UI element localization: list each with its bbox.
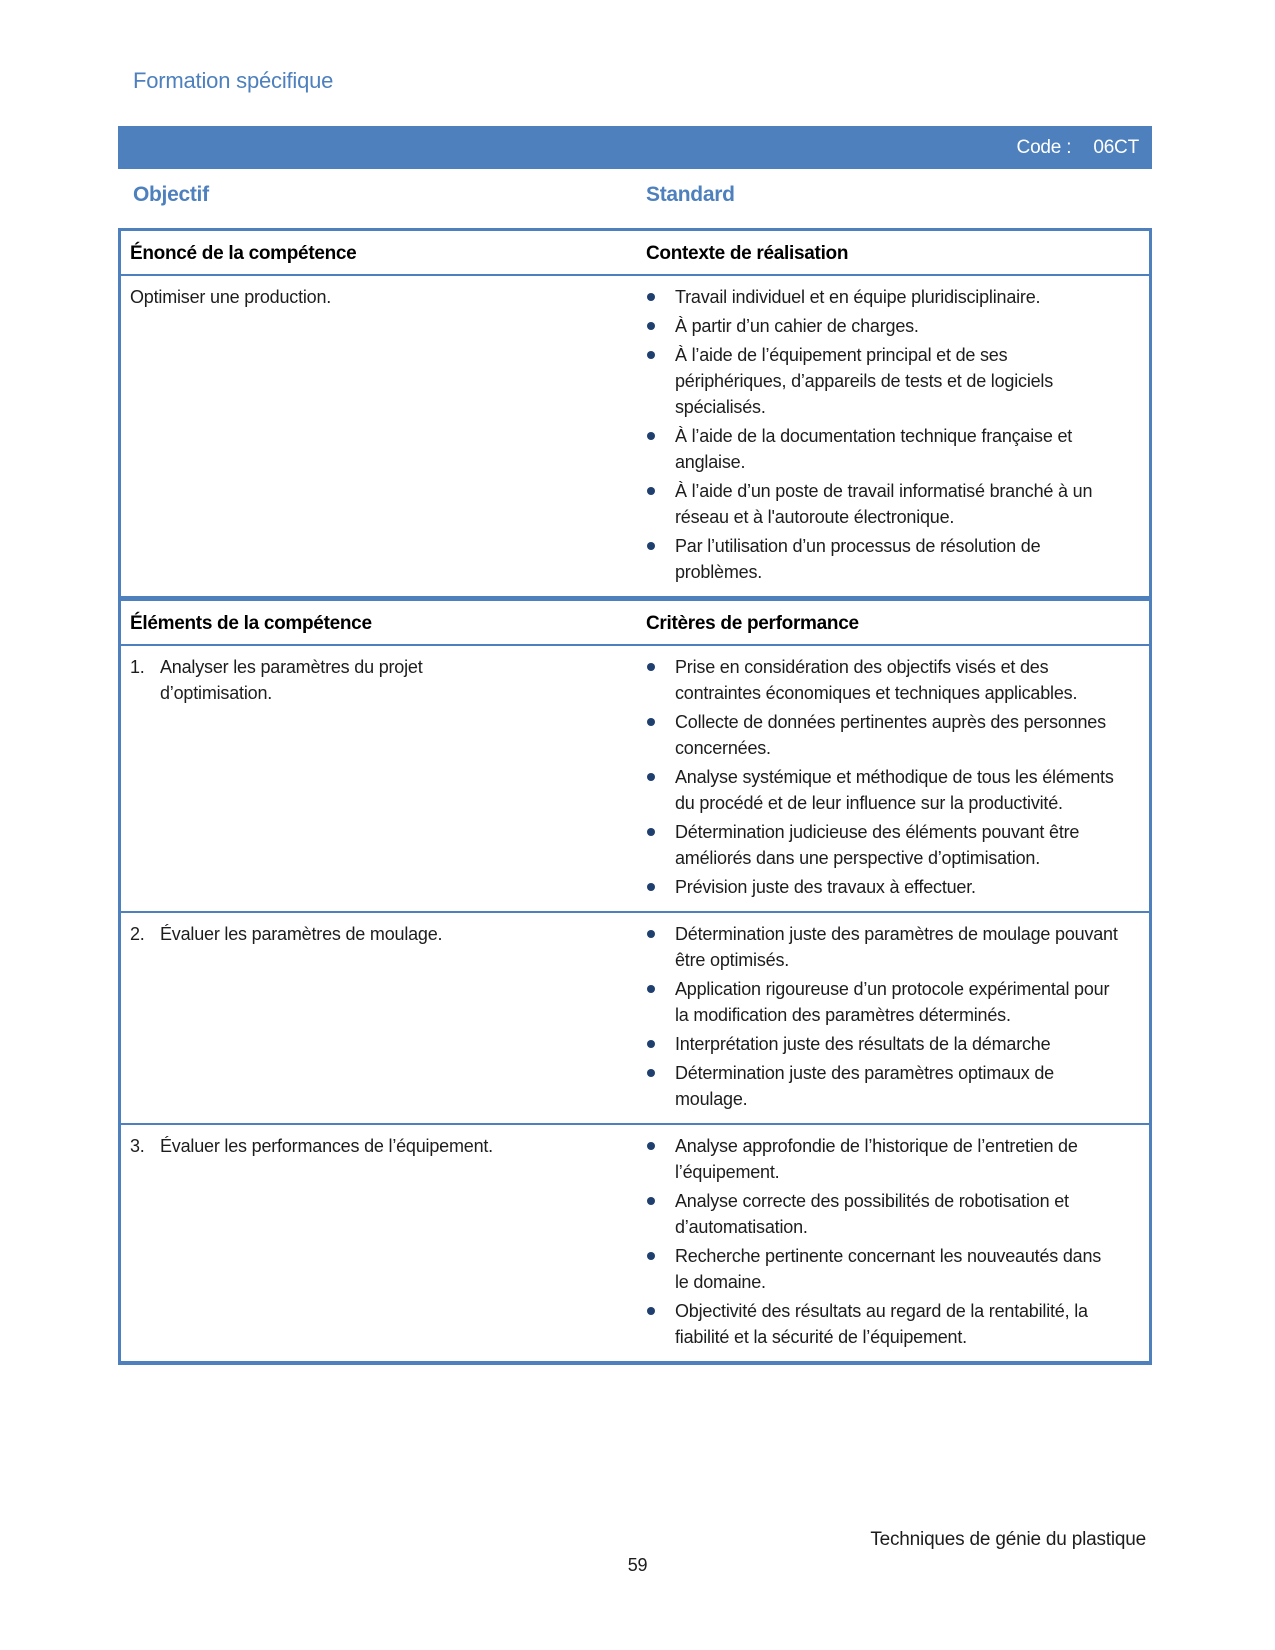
criteria-bullet-list bbox=[646, 921, 1119, 1112]
bullet-item bbox=[646, 1298, 1119, 1350]
bullet-item bbox=[646, 1031, 1119, 1057]
bullet-item bbox=[646, 709, 1119, 761]
bullet-item bbox=[646, 1133, 1119, 1185]
code-banner bbox=[118, 126, 1152, 169]
bullet-text: Par l’utilisation d’un processus de résolution de problèmes. bbox=[675, 536, 1041, 582]
element-text: Évaluer les performances de l’équipement. bbox=[160, 1136, 493, 1156]
code-value: 06CT bbox=[1093, 136, 1139, 158]
bullet-item bbox=[646, 342, 1119, 420]
bullet-item bbox=[646, 533, 1119, 585]
element-cell bbox=[121, 913, 646, 1123]
bullet-text: Détermination juste des paramètres optimaux de moulage. bbox=[675, 1063, 1054, 1109]
criteria-cell bbox=[646, 913, 1149, 1123]
bullet-item bbox=[646, 284, 1119, 310]
statement-table bbox=[118, 228, 1152, 600]
element-cell bbox=[121, 1125, 646, 1361]
bullet-text: Recherche pertinente concernant les nouveautés dans le domaine. bbox=[675, 1246, 1102, 1292]
bullet-item bbox=[646, 313, 1119, 339]
header-cell-contexte: Contexte de réalisation bbox=[646, 243, 849, 264]
header-cell-elements: Éléments de la compétence bbox=[130, 613, 372, 634]
statement-table-body-row bbox=[121, 276, 1149, 596]
code-label: Code : bbox=[1016, 136, 1072, 158]
bullet-text: Détermination judicieuse des éléments pouvant être améliorés dans une perspective d’optimisation. bbox=[675, 822, 1080, 868]
bullet-text: Application rigoureuse d’un protocole expérimental pour la modification des paramètres déterminés. bbox=[675, 979, 1110, 1025]
bullet-text: Prévision juste des travaux à effectuer. bbox=[675, 877, 976, 897]
element-number: 3. bbox=[130, 1136, 145, 1156]
bullet-item bbox=[646, 1060, 1119, 1112]
element-number: 1. bbox=[130, 657, 145, 677]
bullet-icon bbox=[647, 930, 655, 938]
criteria-bullet-list bbox=[646, 654, 1119, 900]
bullet-icon bbox=[647, 351, 655, 359]
element-row bbox=[121, 646, 1149, 911]
bullet-text: Prise en considération des objectifs visés et des contraintes économiques et techniques applicables. bbox=[675, 657, 1078, 703]
bullet-item bbox=[646, 874, 1119, 900]
bullet-text: Analyse approfondie de l’historique de l’entretien de l’équipement. bbox=[675, 1136, 1078, 1182]
bullet-item bbox=[646, 478, 1119, 530]
bullet-icon bbox=[647, 773, 655, 781]
bullet-icon bbox=[647, 1252, 655, 1260]
bullet-icon bbox=[647, 432, 655, 440]
bullet-text: Objectivité des résultats au regard de la rentabilité, la fiabilité et la sécurité de l’équipement. bbox=[675, 1301, 1088, 1347]
bullet-item bbox=[646, 654, 1119, 706]
statement-cell bbox=[121, 276, 646, 596]
context-bullet-list bbox=[646, 284, 1119, 585]
bullet-icon bbox=[647, 883, 655, 891]
objectif-heading: Objectif bbox=[133, 183, 209, 206]
bullet-icon bbox=[647, 828, 655, 836]
bullet-text: À l’aide d’un poste de travail informatisé branché à un réseau et à l'autoroute électronique. bbox=[675, 481, 1093, 527]
bullet-icon bbox=[647, 718, 655, 726]
bullet-icon bbox=[647, 542, 655, 550]
context-cell bbox=[646, 276, 1149, 596]
standard-heading: Standard bbox=[646, 183, 735, 206]
elements-rows bbox=[121, 646, 1149, 1361]
bullet-item bbox=[646, 1188, 1119, 1240]
elements-table-header-row bbox=[121, 601, 1149, 646]
criteria-bullet-list bbox=[646, 1133, 1119, 1350]
bullet-icon bbox=[647, 985, 655, 993]
bullet-icon bbox=[647, 1307, 655, 1315]
element-text: Évaluer les paramètres de moulage. bbox=[160, 924, 443, 944]
element-number: 2. bbox=[130, 924, 145, 944]
elements-table bbox=[118, 598, 1152, 1365]
bullet-icon bbox=[647, 1040, 655, 1048]
footer-program-title: Techniques de génie du plastique bbox=[870, 1529, 1146, 1550]
bullet-text: À l’aide de l’équipement principal et de ses périphériques, d’appareils de tests et de logiciels spécialisés. bbox=[675, 345, 1054, 417]
element-item bbox=[130, 654, 626, 706]
bullet-item bbox=[646, 921, 1119, 973]
criteria-cell bbox=[646, 1125, 1149, 1361]
statement-table-header-row bbox=[121, 231, 1149, 276]
bullet-icon bbox=[647, 1197, 655, 1205]
bullet-icon bbox=[647, 1142, 655, 1150]
element-row bbox=[121, 1123, 1149, 1361]
element-row bbox=[121, 911, 1149, 1123]
bullet-icon bbox=[647, 322, 655, 330]
bullet-item bbox=[646, 1243, 1119, 1295]
header-cell-criteres: Critères de performance bbox=[646, 613, 859, 634]
bullet-icon bbox=[647, 293, 655, 301]
bullet-item bbox=[646, 764, 1119, 816]
bullet-item bbox=[646, 423, 1119, 475]
criteria-cell bbox=[646, 646, 1149, 911]
bullet-text: Analyse correcte des possibilités de robotisation et d’automatisation. bbox=[675, 1191, 1069, 1237]
bullet-text: Analyse systémique et méthodique de tous les éléments du procédé et de leur influence sur la productivité. bbox=[675, 767, 1114, 813]
section-label: Formation spécifique bbox=[133, 68, 334, 93]
header-cell-enonce: Énoncé de la compétence bbox=[130, 243, 357, 264]
element-text: Analyser les paramètres du projet d’optimisation. bbox=[160, 657, 423, 703]
bullet-item bbox=[646, 976, 1119, 1028]
bullet-item bbox=[646, 819, 1119, 871]
bullet-text: Travail individuel et en équipe pluridisciplinaire. bbox=[675, 287, 1041, 307]
footer-page-number: 59 bbox=[627, 1555, 648, 1575]
bullet-icon bbox=[647, 1069, 655, 1077]
bullet-text: À partir d’un cahier de charges. bbox=[675, 316, 919, 336]
column-headings bbox=[118, 183, 1152, 213]
bullet-text: Collecte de données pertinentes auprès des personnes concernées. bbox=[675, 712, 1106, 758]
competency-statement: Optimiser une production. bbox=[130, 287, 332, 307]
bullet-icon bbox=[647, 487, 655, 495]
bullet-text: Interprétation juste des résultats de la démarche bbox=[675, 1034, 1051, 1054]
bullet-text: À l’aide de la documentation technique française et anglaise. bbox=[675, 426, 1073, 472]
element-item bbox=[130, 1133, 626, 1159]
bullet-text: Détermination juste des paramètres de moulage pouvant être optimisés. bbox=[675, 924, 1118, 970]
bullet-icon bbox=[647, 663, 655, 671]
element-item bbox=[130, 921, 626, 947]
element-cell bbox=[121, 646, 646, 911]
